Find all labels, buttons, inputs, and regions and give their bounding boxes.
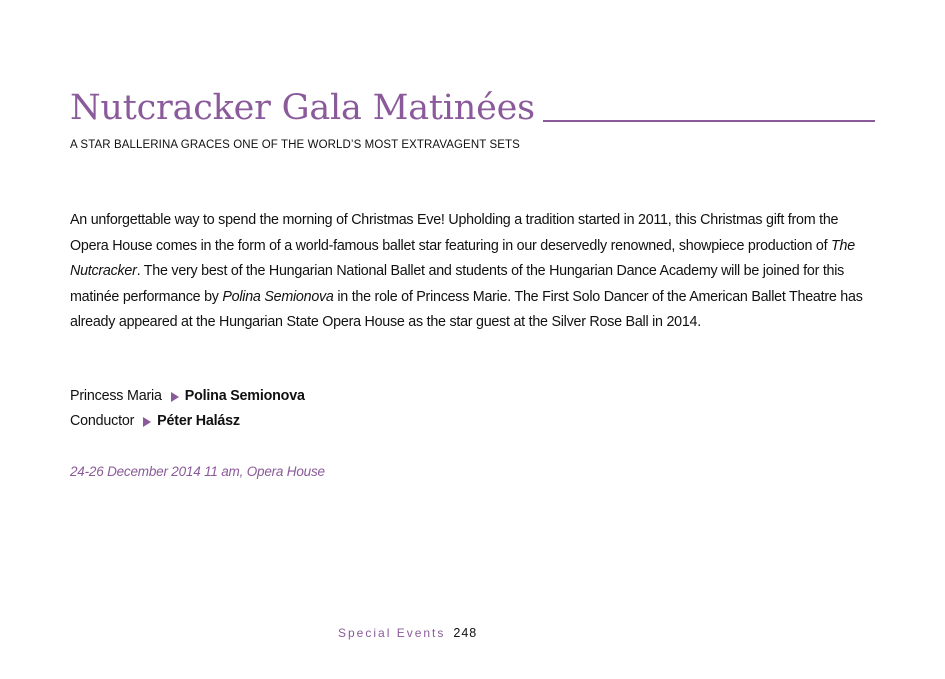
cast-role: Conductor [70, 413, 135, 429]
guest-star-name: Polina Semionova [222, 288, 334, 305]
page-number: 248 [453, 626, 478, 640]
title-row [70, 88, 875, 128]
description-text-part-3: in the role of Princess Marie. The First Solo Dancer of the American Ballet Theatre has already appeared at the Hungarian State Opera House as the star guest at the Silver Rose Ball in 2014. [70, 288, 863, 330]
description-paragraph [70, 208, 870, 336]
event-date-venue: 24-26 December 2014 11 am, Opera House [70, 464, 325, 479]
cast-list [70, 384, 305, 434]
cast-name: Polina Semionova [184, 388, 305, 404]
title-rule-divider [543, 120, 875, 122]
play-arrow-icon [171, 392, 179, 402]
cast-name: Péter Halász [157, 413, 240, 429]
page-subtitle: A STAR BALLERINA GRACES ONE OF THE WORLD’S MOST EXTRAVAGENT SETS [70, 139, 520, 151]
cast-row [70, 384, 305, 409]
cast-role: Princess Maria [70, 388, 162, 404]
production-title: The Nutcracker [70, 237, 855, 279]
description-text-part-1: An unforgettable way to spend the morning of Christmas Eve! Upholding a tradition started in 2011, this Christmas gift from the Opera House comes in the form of a world-famous ballet star featuring in our deservedly renowned, showpiece production of [70, 212, 839, 254]
description-text-part-2: . The very best of the Hungarian National Ballet and students of the Hungarian Dance Academy will be joined for this matinée performance by [70, 263, 845, 305]
footer-section-name: Special Events [338, 626, 446, 640]
cast-row [70, 409, 305, 434]
page-title: Nutcracker Gala Matinées [70, 88, 535, 128]
page-footer [338, 626, 477, 640]
play-arrow-icon [143, 417, 151, 427]
